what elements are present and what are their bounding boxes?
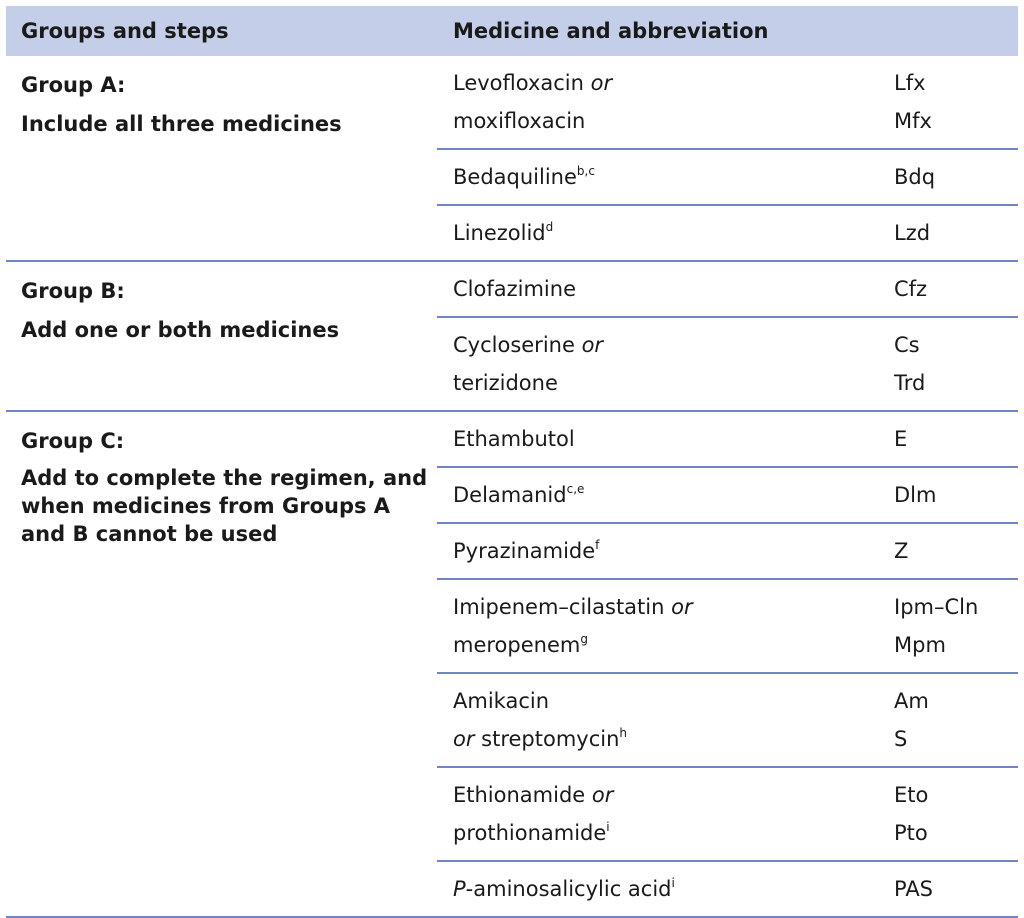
- medicine-abbreviation: [894, 476, 1018, 514]
- medicine-name-line: moxifloxacin: [453, 109, 586, 133]
- italic-text: or: [671, 595, 693, 619]
- group-title: Group A:: [21, 73, 126, 97]
- medicine-row: [437, 468, 1018, 524]
- group-description: Include all three medicines: [21, 112, 342, 136]
- abbreviation-line: Bdq: [894, 165, 936, 189]
- medicine-name-line: Levofloxacin or: [453, 71, 613, 95]
- medicine-abbreviation: [894, 270, 1018, 308]
- medicine-name-line: Clofazimine: [453, 277, 576, 301]
- abbreviation-line: Mfx: [894, 109, 932, 133]
- medicine-abbreviation: [894, 870, 1018, 908]
- group-section: [6, 56, 1018, 262]
- medicine-abbreviation: [894, 420, 1018, 458]
- abbreviation-line: Trd: [894, 371, 926, 395]
- medicine-name: [453, 870, 894, 908]
- group-title: Group C:: [21, 429, 125, 453]
- medicine-list: [437, 56, 1018, 260]
- medicine-name: [453, 326, 894, 402]
- medicine-abbreviation: [894, 214, 1018, 252]
- medicine-row: [437, 318, 1018, 410]
- abbreviation-line: Am: [894, 689, 929, 713]
- footnote-marker: f: [595, 538, 600, 552]
- group-title: Group B:: [21, 279, 125, 303]
- medicine-abbreviation: [894, 588, 1018, 664]
- medicine-abbreviation: [894, 532, 1018, 570]
- medicine-name: [453, 64, 894, 140]
- group-description: Add one or both medicines: [21, 318, 340, 342]
- footnote-marker: i: [606, 820, 610, 834]
- abbreviation-line: S: [894, 727, 908, 751]
- group-cell: [6, 412, 437, 916]
- header-groups-and-steps: Groups and steps: [21, 19, 229, 43]
- medicine-name: [453, 682, 894, 758]
- group-section: [6, 262, 1018, 412]
- medicine-abbreviation: [894, 158, 1018, 196]
- abbreviation-line: Pto: [894, 821, 928, 845]
- medicine-name: [453, 214, 894, 252]
- abbreviation-line: Dlm: [894, 483, 937, 507]
- medicine-row: [437, 674, 1018, 768]
- medicine-row: [437, 580, 1018, 674]
- table-header: [6, 6, 1018, 56]
- medicine-name-line: Bedaquiline$^{b,c}$: [453, 164, 595, 189]
- abbreviation-line: PAS: [894, 877, 934, 901]
- medicine-abbreviation: [894, 776, 1018, 852]
- group-description: Add to complete the regimen, and when medicines from Groups A and B cannot be used: [21, 466, 428, 546]
- italic-text: P: [453, 877, 466, 901]
- medicine-row: [437, 56, 1018, 150]
- medicine-abbreviation: [894, 326, 1018, 402]
- medicine-abbreviation: [894, 682, 1018, 758]
- italic-text: or: [590, 71, 613, 95]
- medicine-row: [437, 768, 1018, 862]
- medicine-name: [453, 532, 894, 570]
- footnote-marker: b,c: [576, 164, 595, 178]
- medicine-name: [453, 476, 894, 514]
- medicine-name-line: Pyrazinamide$^f$: [453, 538, 600, 563]
- abbreviation-line: Z: [894, 539, 909, 563]
- medicine-name-line: Linezolid$^d$: [453, 220, 554, 245]
- medicine-row: [437, 262, 1018, 318]
- abbreviation-line: E: [894, 427, 908, 451]
- header-medicine-and-abbreviation: Medicine and abbreviation: [453, 19, 769, 43]
- medicine-row: [437, 524, 1018, 580]
- medicine-name-line: terizidone: [453, 371, 558, 395]
- abbreviation-line: Cs: [894, 333, 920, 357]
- medicine-name-line: Imipenem–cilastatin or: [453, 595, 693, 619]
- medicine-name: [453, 420, 894, 458]
- medicine-row: [437, 862, 1018, 916]
- italic-text: or: [581, 333, 604, 357]
- medicine-name-line: Amikacin: [453, 689, 550, 713]
- medicine-list: [437, 412, 1018, 916]
- footnote-marker: i: [671, 876, 675, 890]
- italic-text: or: [591, 783, 614, 807]
- groups-body: [6, 56, 1018, 918]
- medicine-name-line: P-aminosalicylic acid$^i$: [453, 876, 675, 901]
- medicine-row: [437, 150, 1018, 206]
- abbreviation-line: Eto: [894, 783, 929, 807]
- medicine-row: [437, 412, 1018, 468]
- abbreviation-line: Lzd: [894, 221, 931, 245]
- footnote-marker: d: [545, 220, 554, 234]
- group-cell: [6, 56, 437, 260]
- footnote-marker: c,e: [566, 482, 585, 496]
- footnote-marker: h: [619, 726, 628, 740]
- medicine-name: [453, 270, 894, 308]
- medicine-list: [437, 262, 1018, 410]
- medicine-abbreviation: [894, 64, 1018, 140]
- medicine-name: [453, 588, 894, 664]
- medicine-name-line: Cycloserine or: [453, 333, 604, 357]
- abbreviation-line: Mpm: [894, 633, 946, 657]
- footnote-marker: g: [580, 632, 588, 646]
- medicine-name-line: or streptomycin$^h$: [453, 726, 628, 751]
- medicine-name-line: Ethionamide or: [453, 783, 614, 807]
- medicine-name: [453, 776, 894, 852]
- medicine-name-line: Delamanid$^{c,e}$: [453, 482, 585, 507]
- medicine-name-line: meropenem$^g$: [453, 632, 588, 657]
- medicine-name-line: Ethambutol: [453, 427, 575, 451]
- group-section: [6, 412, 1018, 918]
- abbreviation-line: Ipm–Cln: [894, 595, 979, 619]
- medicine-name: [453, 158, 894, 196]
- group-cell: [6, 262, 437, 410]
- medicine-name-line: prothionamide$^i$: [453, 820, 610, 845]
- medicine-groups-table: [6, 6, 1018, 918]
- italic-text: or: [453, 727, 475, 751]
- medicine-row: [437, 206, 1018, 260]
- abbreviation-line: Cfz: [894, 277, 928, 301]
- abbreviation-line: Lfx: [894, 71, 926, 95]
